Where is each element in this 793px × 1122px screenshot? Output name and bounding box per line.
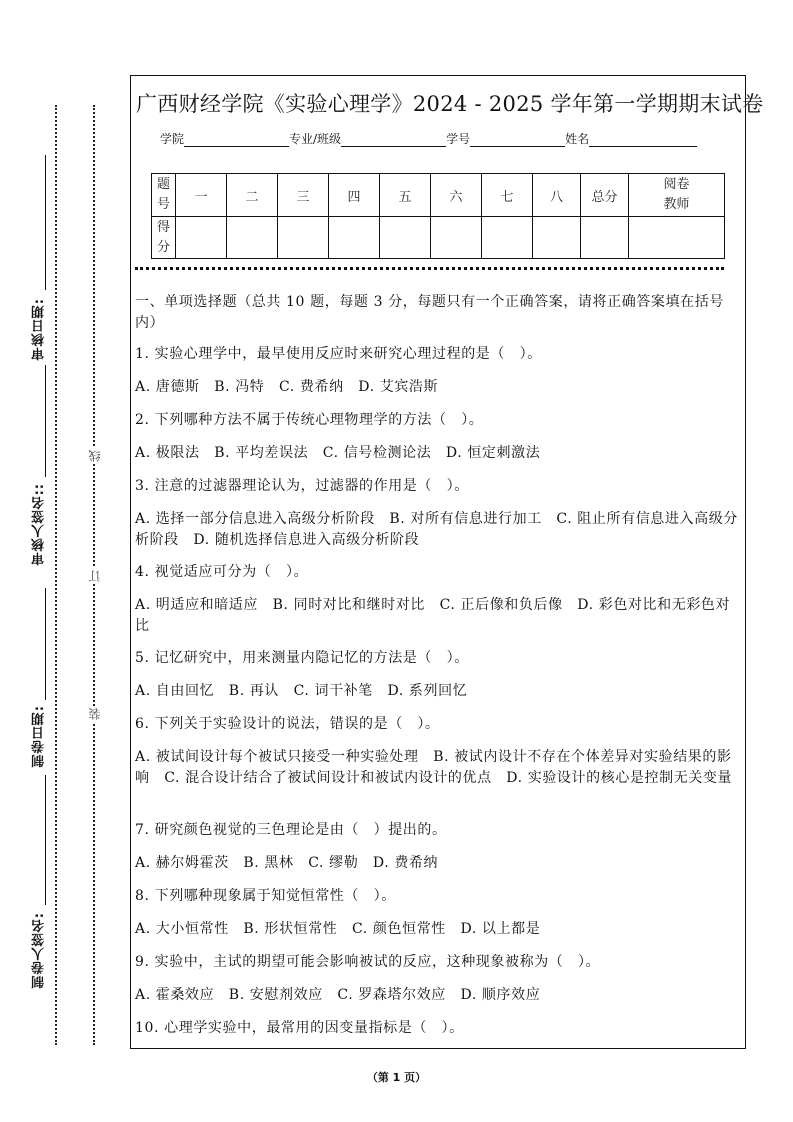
options: A. 自由回忆 B. 再认 C. 词干补笔 D. 系列回忆 <box>135 683 468 699</box>
options: A. 极限法 B. 平均差误法 C. 信号检测论法 D. 恒定刺激法 <box>135 445 541 461</box>
dotted-separator <box>135 267 724 270</box>
column-header: 一 <box>176 174 227 217</box>
question: 7. 研究颜色视觉的三色理论是由（ ）提出的。 <box>135 822 447 838</box>
column-header: 六 <box>431 174 482 217</box>
score-cell[interactable] <box>533 217 581 259</box>
column-header: 总分 <box>581 174 629 217</box>
page-number: （第 1 页） <box>366 1071 427 1084</box>
signature-line <box>45 588 46 700</box>
score-cell[interactable] <box>431 217 482 259</box>
maker-sign-label: 制卷人签名: <box>32 912 47 989</box>
question: 8. 下列哪种现象属于知觉恒常性（ ）。 <box>135 888 396 904</box>
review-date-label: 审核日期: <box>32 298 47 361</box>
options: A. 大小恒常性 B. 形状恒常性 C. 颜色恒常性 D. 以上都是 <box>135 921 541 937</box>
options: A. 选择一部分信息进入高级分析阶段 B. 对所有信息进行加工 C. 阻止所有信息进入高级分析阶段 D. 随机选择信息进入高级分析阶段 <box>135 511 738 548</box>
column-header: 二 <box>227 174 278 217</box>
column-header: 七 <box>482 174 533 217</box>
question: 10. 心理学实验中，最常用的因变量指标是（ ）。 <box>135 1020 464 1036</box>
score-cell[interactable] <box>581 217 629 259</box>
question: 3. 注意的过滤器理论认为，过滤器的作用是（ ）。 <box>135 478 469 494</box>
section-heading: 一、单项选择题（总共 10 题，每题 3 分，每题只有一个正确答案，请将正确答案填在括号内） <box>135 294 724 331</box>
major-field[interactable] <box>341 133 446 147</box>
options: A. 被试间设计每个被试只接受一种实验处理 B. 被试内设计不存在个体差异对实验结果的影响 C. 混合设计结合了被试间设计和被试内设计的优点 D. 实验设计的核心是控制无关变量 <box>135 749 733 786</box>
options: A. 霍桑效应 B. 安慰剂效应 C. 罗森塔尔效应 D. 顺序效应 <box>135 987 541 1003</box>
score-cell[interactable] <box>227 217 278 259</box>
student-id-label: 学号 <box>446 132 471 146</box>
signature-line <box>45 155 46 290</box>
options: A. 赫尔姆霍茨 B. 黑林 C. 缪勒 D. 费希纳 <box>135 855 439 871</box>
college-field[interactable] <box>184 133 289 147</box>
dotted-cut-line <box>55 105 57 1045</box>
major-label: 专业/班级 <box>289 132 342 146</box>
column-header: 四 <box>329 174 380 217</box>
row-header: 得分 <box>152 217 176 259</box>
name-label: 姓名 <box>565 132 590 146</box>
score-cell[interactable] <box>482 217 533 259</box>
question: 2. 下列哪种方法不属于传统心理物理学的方法（ ）。 <box>135 412 484 428</box>
signature-line <box>45 365 46 477</box>
score-cell[interactable] <box>329 217 380 259</box>
score-cell[interactable] <box>629 217 725 259</box>
score-table <box>151 173 725 259</box>
question: 9. 实验中，主试的期望可能会影响被试的反应，这种现象被称为（ ）。 <box>135 954 601 970</box>
reviewer-sign-label: 审核人签名:: <box>32 483 47 566</box>
bind-mark-order: 订 <box>88 570 102 582</box>
question: 1. 实验心理学中，最早使用反应时来研究心理过程的是（ ）。 <box>135 346 542 362</box>
student-info <box>160 130 697 147</box>
name-field[interactable] <box>589 133 697 147</box>
question: 6. 下列关于实验设计的说法，错误的是（ ）。 <box>135 716 440 732</box>
make-date-label: 制卷日期: <box>32 705 47 768</box>
page-title: 广西财经学院《实验心理学》2024 - 2025 学年第一学期期末试卷 <box>136 92 764 116</box>
college-label: 学院 <box>160 132 185 146</box>
bind-mark-line: 线 <box>88 450 102 462</box>
signature-line <box>45 775 46 905</box>
question: 5. 记忆研究中，用来测量内隐记忆的方法是（ ）。 <box>135 650 469 666</box>
question: 4. 视觉适应可分为（ ）。 <box>135 564 309 580</box>
column-header: 五 <box>380 174 431 217</box>
score-cell[interactable] <box>278 217 329 259</box>
options: A. 明适应和暗适应 B. 同时对比和继时对比 C. 正后像和负后像 D. 彩色对比和无彩色对比 <box>135 597 731 634</box>
bind-mark-bind: 装 <box>88 708 102 720</box>
column-header: 三 <box>278 174 329 217</box>
student-id-field[interactable] <box>470 133 565 147</box>
score-cell[interactable] <box>176 217 227 259</box>
row-header: 题号 <box>152 174 176 217</box>
column-header: 阅卷教师 <box>629 174 725 217</box>
column-header: 八 <box>533 174 581 217</box>
options: A. 唐德斯 B. 冯特 C. 费希纳 D. 艾宾浩斯 <box>135 379 439 395</box>
score-cell[interactable] <box>380 217 431 259</box>
